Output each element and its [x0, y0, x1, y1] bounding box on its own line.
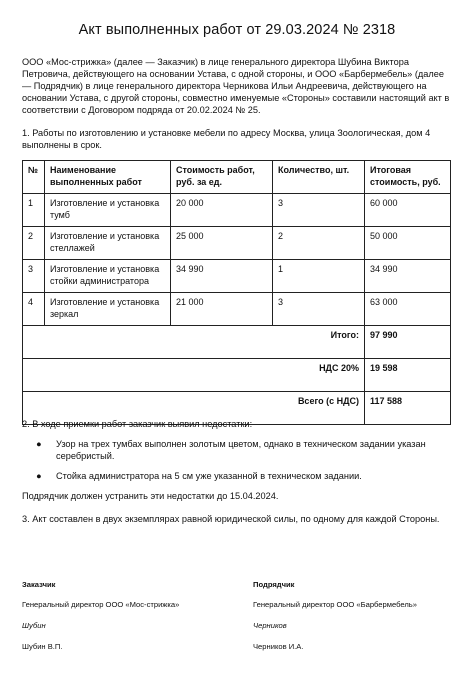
bullet-icon: ●: [36, 471, 42, 481]
cell-quantity: 2: [273, 227, 365, 260]
customer-signature-block: [22, 580, 222, 652]
vat-row: [23, 359, 451, 392]
cell-number: 4: [23, 293, 45, 326]
defect-text: Узор на трех тумбах выполнен золотым цветом, однако в техническом задании указан серебристый.: [56, 439, 426, 461]
defect-text: Стойка администратора на 5 см уже указанной в техническом задании.: [56, 471, 362, 481]
vat-label: НДС 20%: [23, 359, 365, 392]
cell-work-name: Изготовление и установка тумб: [45, 194, 171, 227]
list-item: [22, 470, 452, 482]
table-row: [23, 260, 451, 293]
vat-value: 19 598: [365, 359, 451, 392]
contractor-signature: Черников: [253, 621, 287, 630]
contractor-position: Генеральный директор ООО «Барбермебель»: [253, 600, 417, 609]
defects-section: [22, 418, 452, 525]
bullet-icon: ●: [36, 439, 42, 449]
cell-work-name: Изготовление и установка зеркал: [45, 293, 171, 326]
customer-name: Шубин В.П.: [22, 642, 63, 651]
table-row: [23, 293, 451, 326]
cell-quantity: 1: [273, 260, 365, 293]
cell-unit-cost: 20 000: [171, 194, 273, 227]
document-title: Акт выполненных работ от 29.03.2024 № 2318: [78, 22, 396, 38]
table-row: [23, 227, 451, 260]
customer-signature: Шубин: [22, 621, 46, 630]
column-header-total-cost: Итоговая стоимость, руб.: [365, 161, 451, 194]
cell-total-cost: 63 000: [365, 293, 451, 326]
column-header-quantity: Количество, шт.: [273, 161, 365, 194]
point-2-paragraph: 2. В ходе приемки работ заказчик выявил недостатки:: [22, 419, 253, 429]
cell-quantity: 3: [273, 194, 365, 227]
cell-work-name: Изготовление и установка стеллажей: [45, 227, 171, 260]
cell-number: 3: [23, 260, 45, 293]
contractor-name: Черников И.А.: [253, 642, 304, 651]
grand-total-label: Всего (с НДС): [23, 392, 365, 425]
cell-number: 1: [23, 194, 45, 227]
contractor-signature-block: [253, 580, 463, 652]
cell-unit-cost: 21 000: [171, 293, 273, 326]
subtotal-row: [23, 326, 451, 359]
contractor-heading: Подрядчик: [253, 580, 295, 589]
cell-total-cost: 60 000: [365, 194, 451, 227]
cell-work-name: Изготовление и установка стойки администратора: [45, 260, 171, 293]
cell-unit-cost: 25 000: [171, 227, 273, 260]
cell-total-cost: 34 990: [365, 260, 451, 293]
table-row: [23, 194, 451, 227]
table-header-row: [23, 161, 451, 194]
point-3-paragraph: 3. Акт составлен в двух экземплярах равной юридической силы, по одному для каждой Стороны.: [22, 514, 440, 524]
list-item: [22, 438, 452, 462]
grand-total-value: 117 588: [365, 392, 451, 425]
deadline-paragraph: Подрядчик должен устранить эти недостатки до 15.04.2024.: [22, 491, 279, 501]
cell-number: 2: [23, 227, 45, 260]
subtotal-value: 97 990: [365, 326, 451, 359]
works-table: [22, 160, 451, 425]
column-header-work-name: Наименование выполненных работ: [45, 161, 171, 194]
cell-unit-cost: 34 990: [171, 260, 273, 293]
point-1-paragraph: 1. Работы по изготовлению и установке мебели по адресу Москва, улица Зоологическая, дом 4 выполнены в срок.: [22, 128, 431, 150]
cell-total-cost: 50 000: [365, 227, 451, 260]
subtotal-label: Итого:: [23, 326, 365, 359]
customer-heading: Заказчик: [22, 580, 56, 589]
intro-paragraph: ООО «Мос-стрижка» (далее — Заказчик) в лице генерального директора Шубина Виктора Петровича, действующего на основании Устава, с одной стороны, и ООО «Барбермебель» (далее — Подрядчик) в лице генерального директора Черникова Ильи Андреевича, действующего на основании Устава, с другой стороны, совместно именуемые «Стороны» составили настоящий акт в соответствии с Договором подряда от 20.02.2024 № 25.: [22, 57, 450, 115]
customer-position: Генеральный директор ООО «Мос-стрижка»: [22, 600, 180, 609]
cell-quantity: 3: [273, 293, 365, 326]
column-header-unit-cost: Стоимость работ, руб. за ед.: [171, 161, 273, 194]
column-header-number: №: [23, 161, 45, 194]
